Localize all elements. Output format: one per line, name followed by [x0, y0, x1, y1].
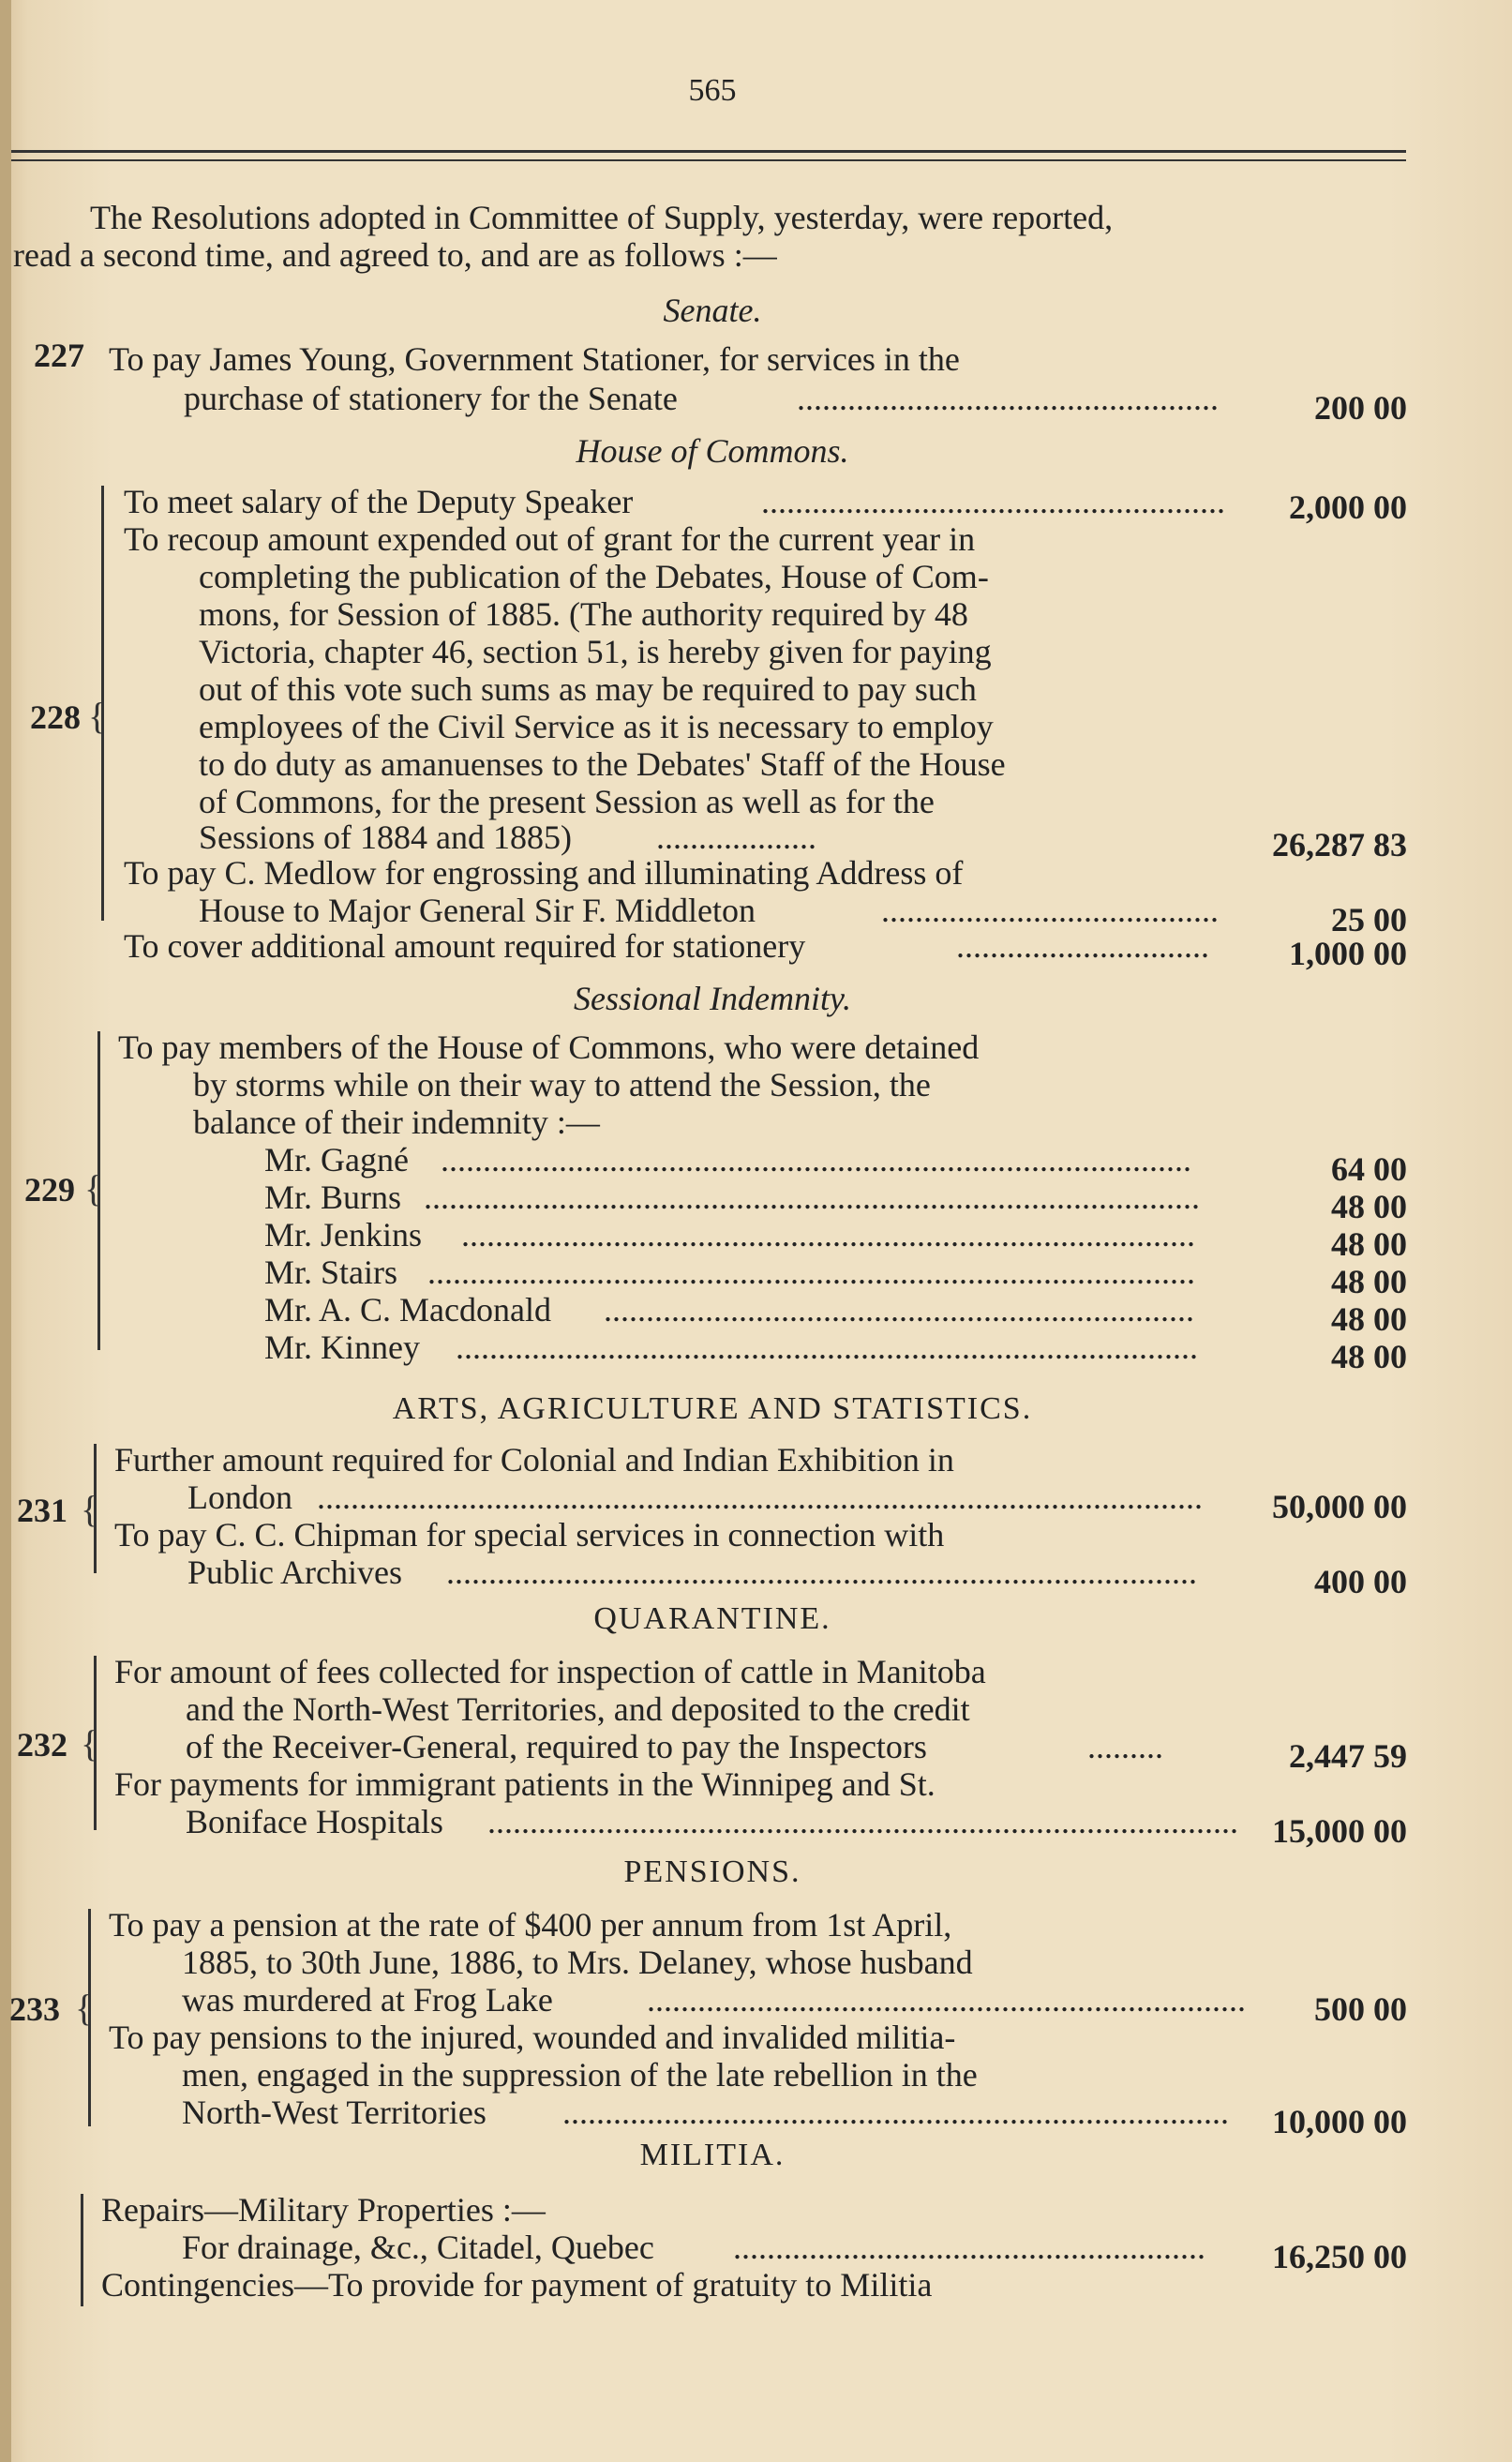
r228-b-line-1: To recoup amount expended out of grant for the current year in: [124, 520, 976, 558]
militia-b-line-1: Contingencies—To provide for payment of gratuity to Militia: [101, 2266, 933, 2304]
r228-b-line-8: of Commons, for the present Session as well as for the: [199, 783, 935, 820]
top-rule-thin: [11, 159, 1406, 161]
brace-militia: [81, 2194, 83, 2306]
r233-a-amount: 500 00: [1314, 1990, 1407, 2028]
member-name: Mr. Burns: [264, 1178, 402, 1216]
r232-a-amount: 2,447 59: [1289, 1737, 1407, 1775]
r228-b-line-2: completing the publication of the Debates, House of Com-: [199, 558, 989, 595]
r228-c-line-1: To pay C. Medlow for engrossing and illuminating Address of: [124, 854, 964, 892]
member-name: Mr. Jenkins: [264, 1216, 423, 1254]
resolution-number-232: 232: [17, 1726, 67, 1764]
leader-dots: ......................................................................: [604, 1291, 1194, 1329]
member-name: Mr. Kinney: [264, 1329, 420, 1366]
r233-b-amount: 10,000 00: [1272, 2103, 1407, 2140]
leader-dots: .........................................................................................: [487, 1803, 1238, 1840]
top-rule-thick: [11, 150, 1406, 153]
r228-d-line-1: To cover additional amount required for stationery: [124, 927, 806, 965]
r227-line-1: To pay James Young, Government Stationer, for services in the: [109, 340, 960, 378]
leader-dots: .......................................................................................: [461, 1216, 1195, 1254]
leader-dots: ........................................................: [733, 2229, 1205, 2266]
resolution-number-228: 228: [30, 698, 81, 736]
brace-point-233: {: [75, 1987, 94, 2029]
book-spine: [0, 0, 11, 2462]
page-number: 565: [688, 73, 737, 108]
section-senate: Senate.: [663, 292, 762, 329]
resolution-number-233: 233: [9, 1990, 60, 2028]
r233-b-line-2: men, engaged in the suppression of the late rebellion in the: [182, 2056, 978, 2094]
resolution-number-227: 227: [34, 337, 84, 374]
r232-a-line-2: and the North-West Territories, and deposited to the credit: [186, 1690, 970, 1728]
section-arts-agriculture-statistics: ARTS, AGRICULTURE AND STATISTICS.: [392, 1391, 1033, 1426]
r232-b-line-2: Boniface Hospitals: [186, 1803, 443, 1840]
resolution-number-229: 229: [24, 1171, 75, 1208]
member-amount: 48 00: [1331, 1300, 1407, 1338]
brace-point-228: {: [88, 695, 107, 737]
member-name: Mr. Stairs: [264, 1254, 398, 1291]
r228-b-amount: 26,287 83: [1272, 826, 1407, 863]
leader-dots: ...............................................................................: [562, 2094, 1229, 2131]
r233-b-line-1: To pay pensions to the injured, wounded and invalided militia-: [109, 2019, 956, 2056]
r231-a-line-1: Further amount required for Colonial and Indian Exhibition in: [114, 1441, 954, 1479]
leader-dots: .......................................................................: [647, 1981, 1246, 2019]
member-amount: 48 00: [1331, 1188, 1407, 1225]
member-amount: 48 00: [1331, 1225, 1407, 1263]
r228-c-line-2: House to Major General Sir F. Middleton: [199, 892, 756, 929]
r228-a-line-1: To meet salary of the Deputy Speaker: [124, 483, 634, 520]
r232-b-amount: 15,000 00: [1272, 1812, 1407, 1850]
r229-line-1: To pay members of the House of Commons, who were detained: [118, 1028, 980, 1066]
brace-point-229: {: [84, 1167, 103, 1209]
r228-b-line-6: employees of the Civil Service as it is necessary to employ: [199, 708, 994, 745]
member-amount: 64 00: [1331, 1150, 1407, 1188]
r228-c-amount: 25 00: [1331, 901, 1407, 938]
member-amount: 48 00: [1331, 1338, 1407, 1375]
r233-a-line-2: 1885, to 30th June, 1886, to Mrs. Delaney, whose husband: [182, 1944, 973, 1981]
section-militia: MILITIA.: [639, 2138, 786, 2172]
r228-b-line-5: out of this vote such sums as may be required to pay such: [199, 670, 977, 708]
leader-dots: ..............................: [956, 927, 1209, 965]
brace-point-231: {: [81, 1488, 99, 1530]
leader-dots: .........................................................................................: [446, 1554, 1197, 1591]
r231-a-amount: 50,000 00: [1272, 1488, 1407, 1525]
r228-b-line-3: mons, for Session of 1885. (The authority required by 48: [199, 595, 968, 633]
brace-point-232: {: [81, 1722, 99, 1764]
r228-b-line-9: Sessions of 1884 and 1885): [199, 818, 572, 856]
r232-a-line-1: For amount of fees collected for inspection of cattle in Manitoba: [114, 1653, 986, 1690]
militia-a-amount: 16,250 00: [1272, 2238, 1407, 2275]
r229-line-2: by storms while on their way to attend the Session, the: [193, 1066, 931, 1103]
leader-dots: ..................................................: [797, 380, 1219, 417]
leader-dots: ............................................................................................: [424, 1178, 1200, 1216]
leader-dots: .........: [1087, 1728, 1163, 1765]
r233-a-line-1: To pay a pension at the rate of $400 per annum from 1st April,: [109, 1906, 952, 1944]
leader-dots: ...................: [656, 818, 816, 856]
militia-a-line-1: Repairs—Military Properties :—: [101, 2191, 546, 2229]
r233-a-line-3: was murdered at Frog Lake: [182, 1981, 553, 2019]
leader-dots: .......................................................: [761, 483, 1225, 520]
r232-b-line-1: For payments for immigrant patients in the Winnipeg and St.: [114, 1765, 936, 1803]
r228-b-line-7: to do duty as amanuenses to the Debates' Staff of the House: [199, 745, 1006, 783]
r233-b-line-3: North-West Territories: [182, 2094, 487, 2131]
member-name: Mr. A. C. Macdonald: [264, 1291, 551, 1329]
leader-dots: ........................................................................................: [456, 1329, 1198, 1366]
leader-dots: .........................................................................................................: [317, 1479, 1203, 1516]
r227-line-2: purchase of stationery for the Senate: [184, 380, 678, 417]
intro-line-1: The Resolutions adopted in Committee of Supply, yesterday, were reported,: [90, 199, 1114, 236]
r231-a-line-2: London: [187, 1479, 292, 1516]
intro-line-2: read a second time, and agreed to, and are as follows :—: [13, 236, 777, 274]
section-pensions: PENSIONS.: [623, 1854, 801, 1889]
leader-dots: ........................................: [881, 892, 1219, 929]
r227-amount: 200 00: [1314, 389, 1407, 427]
section-quarantine: QUARANTINE.: [593, 1601, 831, 1636]
r231-b-amount: 400 00: [1314, 1563, 1407, 1600]
r231-b-line-1: To pay C. C. Chipman for special services in connection with: [114, 1516, 945, 1554]
member-amount: 48 00: [1331, 1263, 1407, 1300]
leader-dots: .........................................................................................: [441, 1141, 1191, 1178]
leader-dots: ...........................................................................................: [427, 1254, 1195, 1291]
r228-b-line-4: Victoria, chapter 46, section 51, is hereby given for paying: [199, 633, 992, 670]
member-name: Mr. Gagné: [264, 1141, 409, 1178]
section-house-of-commons: House of Commons.: [576, 432, 849, 470]
militia-a-line-2: For drainage, &c., Citadel, Quebec: [182, 2229, 654, 2266]
r232-a-line-3: of the Receiver-General, required to pay the Inspectors: [186, 1728, 927, 1765]
r228-d-amount: 1,000 00: [1289, 935, 1407, 972]
section-sessional-indemnity: Sessional Indemnity.: [574, 980, 851, 1017]
resolution-number-231: 231: [17, 1492, 67, 1529]
r228-a-amount: 2,000 00: [1289, 488, 1407, 526]
r229-line-3: balance of their indemnity :—: [193, 1103, 600, 1141]
r231-b-line-2: Public Archives: [187, 1554, 402, 1591]
